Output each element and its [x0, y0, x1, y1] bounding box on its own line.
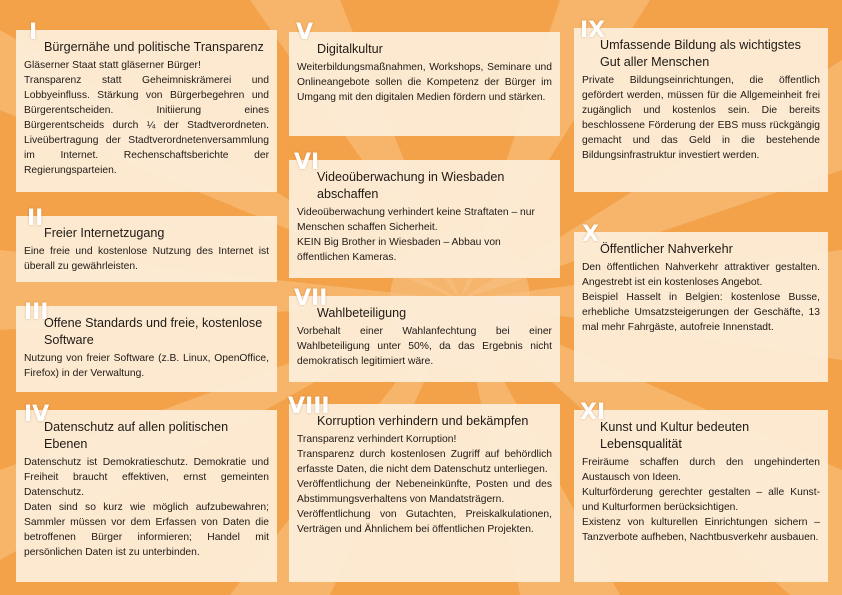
- section-3: [16, 306, 277, 392]
- section-7-title: Wahlbeteiligung: [317, 306, 407, 320]
- section-8-text-1: Transparenz verhindert Korruption!: [297, 434, 457, 445]
- section-3-title: Offene Standards und freie, kostenlose Software: [44, 316, 263, 347]
- section-6-title: Videoüberwachung in Wiesbaden abschaffen: [317, 170, 505, 201]
- section-6: [289, 160, 560, 278]
- section-5-numeral: V: [296, 20, 314, 45]
- section-1-numeral: I: [29, 20, 38, 45]
- section-5-title: Digitalkultur: [317, 42, 383, 56]
- section-4-title: Datenschutz auf allen politischen Ebenen: [44, 420, 229, 451]
- section-1-text-1: Gläserner Staat statt gläserner Bürger!: [24, 60, 201, 71]
- section-10-text-2: Beispiel Hasselt in Belgien: kostenlose Busse, erhebliche Umsatzsteigerungen der Geschäfte, 13 mal mehr Fahrgäste, autofreie Innenstadt.: [582, 292, 820, 333]
- section-1-text-2: Transparenz statt Geheimniskrämerei und Lobbyeinfluss. Stärkung von Bürgerbegehren und Bürgerentscheiden. Initiierung eines Bürgerentscheids durch ¼ der Stadtverordneten. Liveübertragung der Stadtverordnetenversammlung im Internet. Rechenschaftsberichte der Regierungsparteien.: [24, 75, 269, 176]
- section-11-text-1: Freiräume schaffen durch den ungehinderten Austausch von Ideen.: [582, 457, 820, 483]
- section-11-title: Kunst und Kultur bedeuten Lebensqualität: [600, 420, 750, 451]
- section-5-text-1: Weiterbildungsmaßnahmen, Workshops, Seminare und Onlineangebote sollen die Kompetenz der Bürger im Umgang mit den digitalen Medien fördern und stärken.: [297, 62, 552, 103]
- section-9-numeral: IX: [580, 18, 606, 43]
- section-3-text-1: Nutzung von freier Software (z.B. Linux, OpenOffice, Firefox) in der Verwaltung.: [24, 353, 269, 379]
- section-11-text-2: Kulturförderung gerechter gestalten – alle Kunst- und Kulturformen berücksichtigen.: [582, 487, 820, 513]
- section-5: [289, 32, 560, 136]
- section-10-numeral: X: [582, 222, 599, 247]
- section-9-text-1: Private Bildungseinrichtungen, die öffentlich gefördert werden, müssen für die Allgemeinheit frei zugänglich und kostenlos sein. Die bereits beschlossene Förderung der EBS muss rückgängig gemacht und das Geld in die bestehende Bildungsinfrastruktur investiert werden.: [582, 75, 820, 161]
- section-10-title: Öffentlicher Nahverkehr: [600, 242, 733, 256]
- section-1-title: Bürgernähe und politische Transparenz: [44, 40, 264, 54]
- section-8-numeral: VIII: [288, 394, 330, 419]
- section-8-text-2: Transparenz durch kostenlosen Zugriff auf behördlich erfasste Daten, die nicht dem Datenschutz unterliegen.: [297, 449, 552, 475]
- section-10-text-1: Den öffentlichen Nahverkehr attraktiver gestalten. Angestrebt ist ein kostenloses Angebot.: [582, 262, 820, 288]
- section-3-numeral: III: [24, 300, 49, 325]
- section-7-text-1: Vorbehalt einer Wahlanfechtung bei einer Wahlbeteiligung unter 50%, da das Ergebnis nicht demokratisch legitimiert wäre.: [297, 326, 552, 367]
- section-4-numeral: IV: [24, 402, 50, 427]
- section-11-text-3: Existenz von kulturellen Einrichtungen sichern – Tanzverbote aufheben, Nachtbusverkehr ausbauen.: [582, 517, 820, 543]
- section-9-title: Umfassende Bildung als wichtigstes Gut aller Menschen: [600, 38, 801, 69]
- section-8-text-4: Veröffentlichung von Gutachten, Preiskalkulationen, Verträgen und Ähnlichem bei öffentlichen Projekten.: [297, 509, 552, 535]
- section-8-text-3: Veröffentlichung der Nebeneinkünfte, Posten und des Abstimmungsverhaltens von Mandatsträgern.: [297, 479, 552, 505]
- section-8-title: Korruption verhindern und bekämpfen: [317, 414, 529, 428]
- section-10: [574, 232, 828, 382]
- section-2-title: Freier Internetzugang: [44, 226, 165, 240]
- section-4-text-1: Datenschutz ist Demokratieschutz. Demokratie und Freiheit braucht effektiven, ernst gemeinten Datenschutz.: [24, 457, 269, 498]
- section-6-text-1: Videoüberwachung verhindert keine Straftaten – nur Menschen schaffen Sicherheit.: [297, 207, 535, 233]
- section-11-numeral: XI: [580, 400, 606, 425]
- section-6-numeral: VI: [294, 150, 320, 175]
- section-4: [16, 410, 277, 582]
- section-2-text-1: Eine freie und kostenlose Nutzung des Internet ist überall zu gewährleisten.: [24, 246, 269, 272]
- section-4-text-2: Daten sind so kurz wie möglich aufzubewahren; Sammler müssen vor dem Erfassen von Daten die betroffenen Bürger informieren; Handel mit persönlichen Daten ist zu unterbinden.: [24, 502, 269, 558]
- section-7: [289, 296, 560, 382]
- section-6-text-2: KEIN Big Brother in Wiesbaden – Abbau von öffentlichen Kameras.: [297, 237, 501, 263]
- section-7-numeral: VII: [294, 286, 328, 311]
- section-8: [289, 404, 560, 582]
- section-11: [574, 410, 828, 582]
- section-1: [16, 30, 277, 192]
- section-2-numeral: II: [27, 206, 44, 231]
- section-2: [16, 216, 277, 282]
- section-9: [574, 28, 828, 192]
